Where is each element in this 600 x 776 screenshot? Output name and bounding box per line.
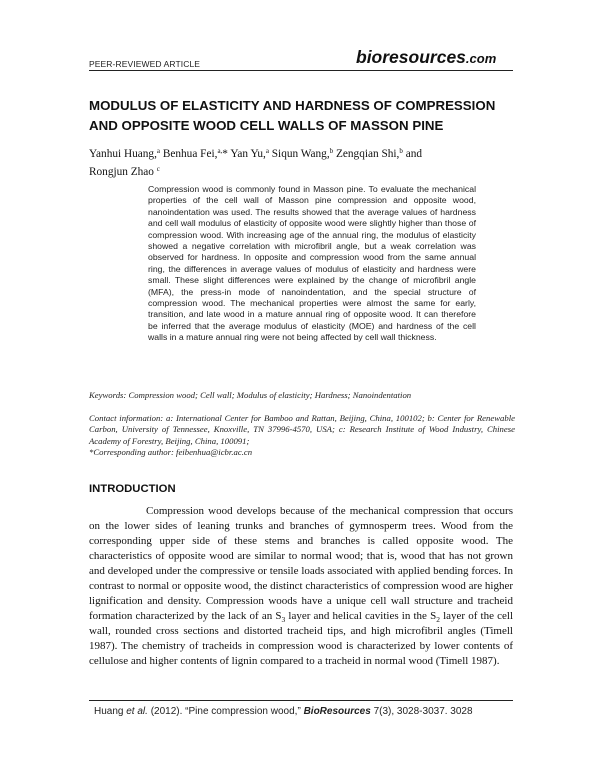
footer-volume-pages: 7(3), 3028-3037.: [370, 706, 448, 717]
corresponding-author-star: *: [222, 148, 228, 160]
affiliations: Contact information: a: International Center for Bamboo and Rattan, Beijing, China, 100102; b: Center for Renewable Carbon, University of Tennessee, Knoxville, TN 37996-4570, USA; c: Research Institute of Wood Industry, Chinese Academy of Forestry, Beijing, China, 100091;: [89, 413, 515, 446]
affiliation-mark: c: [156, 165, 160, 173]
subscript: 2: [436, 615, 440, 625]
journal-logo[interactable]: [356, 47, 496, 68]
affiliation-mark: a: [265, 147, 269, 155]
footer-citation: (2012). “Pine compression wood,”: [147, 706, 304, 717]
author-name: Yanhui Huang,: [89, 148, 157, 160]
contact-information: [89, 413, 515, 459]
affiliation-mark: a,: [217, 147, 223, 155]
author-list: [89, 145, 519, 181]
title-line-2: AND OPPOSITE WOOD CELL WALLS OF MASSON PINE: [89, 118, 444, 133]
abstract: Compression wood is commonly found in Masson pine. To evaluate the mechanical properties of the cell wall of Masson pine compression and opposite wood, nanoindentation was used. The results showed that the average values of hardness and cell wall modulus of elasticity of opposite wood were slightly higher than those of compression wood. With increasing age of the annual ring, the modulus of elasticity showed a negative correlation with microfibril angle, but a weak correlation was observed for hardness. In opposite and compression wood from the same annual ring, the differences in average values of modulus of elasticity and hardness were small. These slight differences were explained by the change of microfibril angle (MFA), the press-in mode of nanoindentation, and the special structure of compression wood. The mechanical properties were almost the same for early, transition, and late wood in a mature annual ring of opposite wood. It can therefore be inferred that the average modulus of elasticity (MOE) and hardness of the cell walls in a mature annual ring were not being affected by cell wall thickness.: [148, 184, 476, 343]
affiliation-mark: a: [156, 147, 161, 155]
section-heading-introduction: INTRODUCTION: [89, 483, 176, 495]
author-name: Siqun Wang,: [268, 148, 330, 160]
page-number: 3028: [447, 706, 473, 717]
footer-divider: [89, 700, 513, 701]
author-conjunction: and: [402, 148, 423, 160]
affiliation-mark: b: [329, 147, 334, 155]
article-type-label: PEER-REVIEWED ARTICLE: [89, 59, 201, 69]
page-footer: [94, 706, 518, 717]
footer-etal: et al.: [126, 706, 148, 717]
footer-journal: BioResources: [303, 706, 371, 717]
footer-authors: Huang: [94, 706, 127, 717]
author-name: Zengqian Shi,: [333, 148, 400, 160]
article-title: [89, 96, 529, 136]
corresponding-author[interactable]: *Corresponding author: feibenhua@icbr.ac.cn: [89, 447, 253, 458]
title-line-1: MODULUS OF ELASTICITY AND HARDNESS OF COMPRESSION: [89, 98, 496, 113]
paragraph-text: layer and helical cavities in the S: [285, 610, 437, 622]
affiliation-mark: b: [399, 147, 403, 155]
author-name: Rongjun Zhao: [89, 166, 154, 178]
paragraph-text: layer of the cell wall, rounded cross sections and distorted tracheid tips, and high microfibril angles (Timell 1987). The chemistry of tracheids in compression wood is characterized by lower contents of cellulose and higher contents of lignin compared to a tracheid in normal wood (Timell 1987).: [89, 610, 514, 667]
author-name: Yan Yu,: [227, 148, 266, 160]
paragraph-text: Compression wood develops because of the mechanical compression that occurs on the lower sides of leaning trunks and branches of gymnosperm trees. Wood from the corresponding upper side of these stems and branches is called opposite wood. The characteristics of opposite wood are similar to normal wood; that is, wood that has not grown and developed under the compressive or tensile loads associated with applied bending forces. In contrast to normal or opposite wood, the distinct characteristics of compression wood are higher lignification and density. Compression woods have a unique cell wall structure and tracheid formation characterized by the lack of an S: [89, 505, 513, 622]
subscript: 3: [281, 615, 286, 625]
introduction-paragraph: [89, 504, 513, 669]
header-divider: [89, 70, 513, 71]
author-name: Benhua Fei,: [160, 148, 218, 160]
keywords: Keywords: Compression wood; Cell wall; Modulus of elasticity; Hardness; Nanoindentation: [89, 390, 412, 400]
journal-name: bioresources: [356, 47, 466, 67]
journal-domain-suffix: .com: [465, 51, 497, 66]
